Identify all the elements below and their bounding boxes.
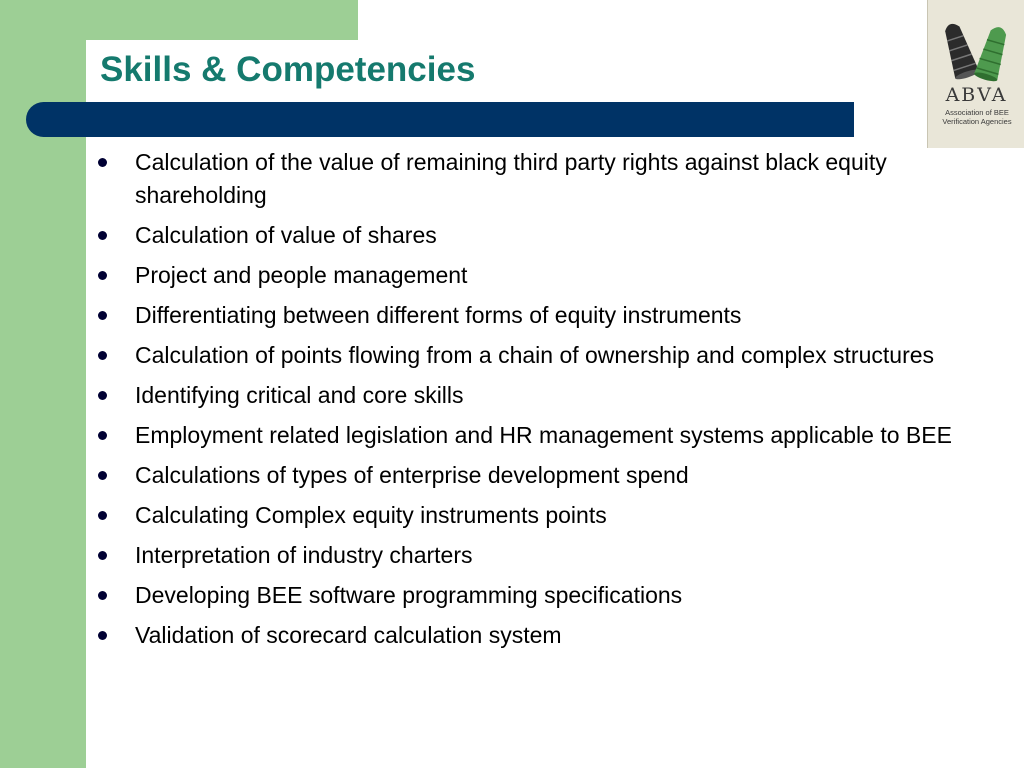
list-item-text: Validation of scorecard calculation system bbox=[135, 622, 562, 648]
bullet-icon bbox=[98, 158, 107, 167]
logo-abbreviation: ABVA bbox=[945, 84, 1008, 106]
list-item-text: Calculation of the value of remaining third party rights against black equity shareholding bbox=[135, 149, 887, 208]
bullet-icon bbox=[98, 471, 107, 480]
bullet-icon bbox=[98, 631, 107, 640]
bullet-icon bbox=[98, 351, 107, 360]
list-item bbox=[96, 619, 1006, 652]
list-item-text: Employment related legislation and HR management systems applicable to BEE bbox=[135, 422, 952, 448]
list-item bbox=[96, 499, 1006, 532]
list-item bbox=[96, 219, 1006, 252]
bullet-list bbox=[96, 146, 1006, 659]
bullet-icon bbox=[98, 231, 107, 240]
thimbles-icon bbox=[936, 6, 1018, 84]
bullet-icon bbox=[98, 551, 107, 560]
slide-title: Skills & Competencies bbox=[100, 50, 476, 89]
bullet-icon bbox=[98, 311, 107, 320]
list-item bbox=[96, 259, 1006, 292]
list-item bbox=[96, 579, 1006, 612]
logo-full-name: Association of BEE Verification Agencies bbox=[942, 108, 1012, 126]
bullet-icon bbox=[98, 271, 107, 280]
list-item-text: Interpretation of industry charters bbox=[135, 542, 473, 568]
list-item-text: Differentiating between different forms of equity instruments bbox=[135, 302, 742, 328]
list-item-text: Calculation of value of shares bbox=[135, 222, 437, 248]
list-item bbox=[96, 539, 1006, 572]
top-accent-strip bbox=[0, 0, 358, 40]
bullet-icon bbox=[98, 591, 107, 600]
list-item-text: Identifying critical and core skills bbox=[135, 382, 464, 408]
list-item-text: Developing BEE software programming specifications bbox=[135, 582, 683, 608]
list-item-text: Calculation of points flowing from a chain of ownership and complex structures bbox=[135, 342, 935, 368]
bullet-icon bbox=[98, 511, 107, 520]
list-item bbox=[96, 419, 1006, 452]
list-item-text: Calculations of types of enterprise development spend bbox=[135, 462, 689, 488]
list-item bbox=[96, 379, 1006, 412]
bullet-icon bbox=[98, 391, 107, 400]
list-item-text: Project and people management bbox=[135, 262, 468, 288]
list-item bbox=[96, 459, 1006, 492]
list-item bbox=[96, 146, 1006, 212]
list-item bbox=[96, 339, 1006, 372]
bullet-icon bbox=[98, 431, 107, 440]
list-item-text: Calculating Complex equity instruments points bbox=[135, 502, 607, 528]
list-item bbox=[96, 299, 1006, 332]
abva-logo bbox=[927, 0, 1024, 148]
title-underline-bar bbox=[26, 102, 854, 137]
